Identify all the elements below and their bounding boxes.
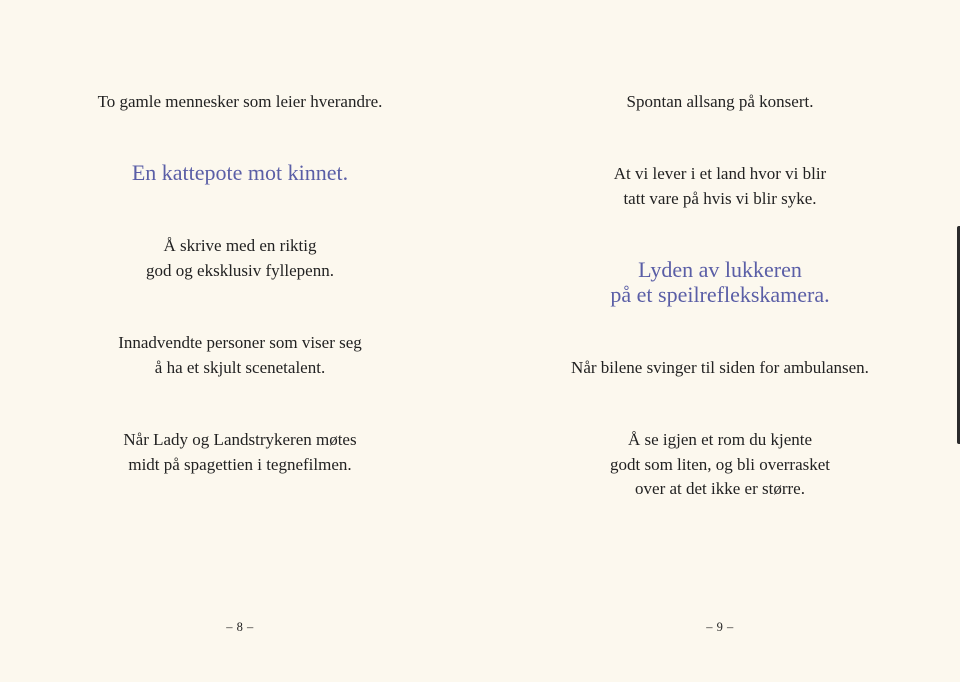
entry-ambulance: [480, 356, 960, 381]
entry-introverts-stage-talent: [0, 331, 480, 380]
right-page: [480, 0, 960, 682]
entry-healthcare: [480, 162, 960, 211]
entry-line: Lyden av lukkeren: [638, 257, 802, 282]
entry-line: Å se igjen et rom du kjente: [627, 430, 813, 449]
entry-line: god og eksklusiv fyllepenn.: [146, 260, 334, 280]
entry-line: å ha et skjult scenetalent.: [154, 357, 326, 377]
page-number: – 8 –: [226, 620, 254, 634]
page-number: – 9 –: [706, 620, 734, 634]
entry-lady-and-the-tramp: [0, 428, 480, 477]
entry-line: Innadvendte personer som viser seg: [118, 333, 362, 352]
entry-camera-shutter: [480, 257, 960, 307]
entry-line: Spontan allsang på konsert.: [626, 92, 814, 111]
entry-line: Å skrive med en riktig: [163, 236, 317, 255]
entry-line: Når Lady og Landstrykeren møtes: [123, 430, 357, 449]
entry-childhood-room: [480, 428, 960, 502]
entry-line: Når bilene svinger til siden for ambulansen.: [571, 358, 869, 377]
entry-line: på et speilreflekskamera.: [610, 282, 830, 307]
entry-line: godt som liten, og bli overrasket: [609, 454, 831, 474]
entry-line: over at det ikke er større.: [635, 479, 805, 498]
entry-spontaneous-singalong: [480, 90, 960, 115]
entry-line: To gamle mennesker som leier hverandre.: [97, 92, 383, 111]
entry-fountain-pen: [0, 234, 480, 283]
entry-cat-paw: [0, 160, 480, 185]
entry-line: midt på spagettien i tegnefilmen.: [128, 454, 352, 474]
entry-old-people-holding-hands: [0, 90, 480, 115]
entry-line: tatt vare på hvis vi blir syke.: [623, 188, 817, 208]
entry-line: En kattepote mot kinnet.: [131, 160, 349, 185]
entry-line: At vi lever i et land hvor vi blir: [613, 164, 827, 183]
